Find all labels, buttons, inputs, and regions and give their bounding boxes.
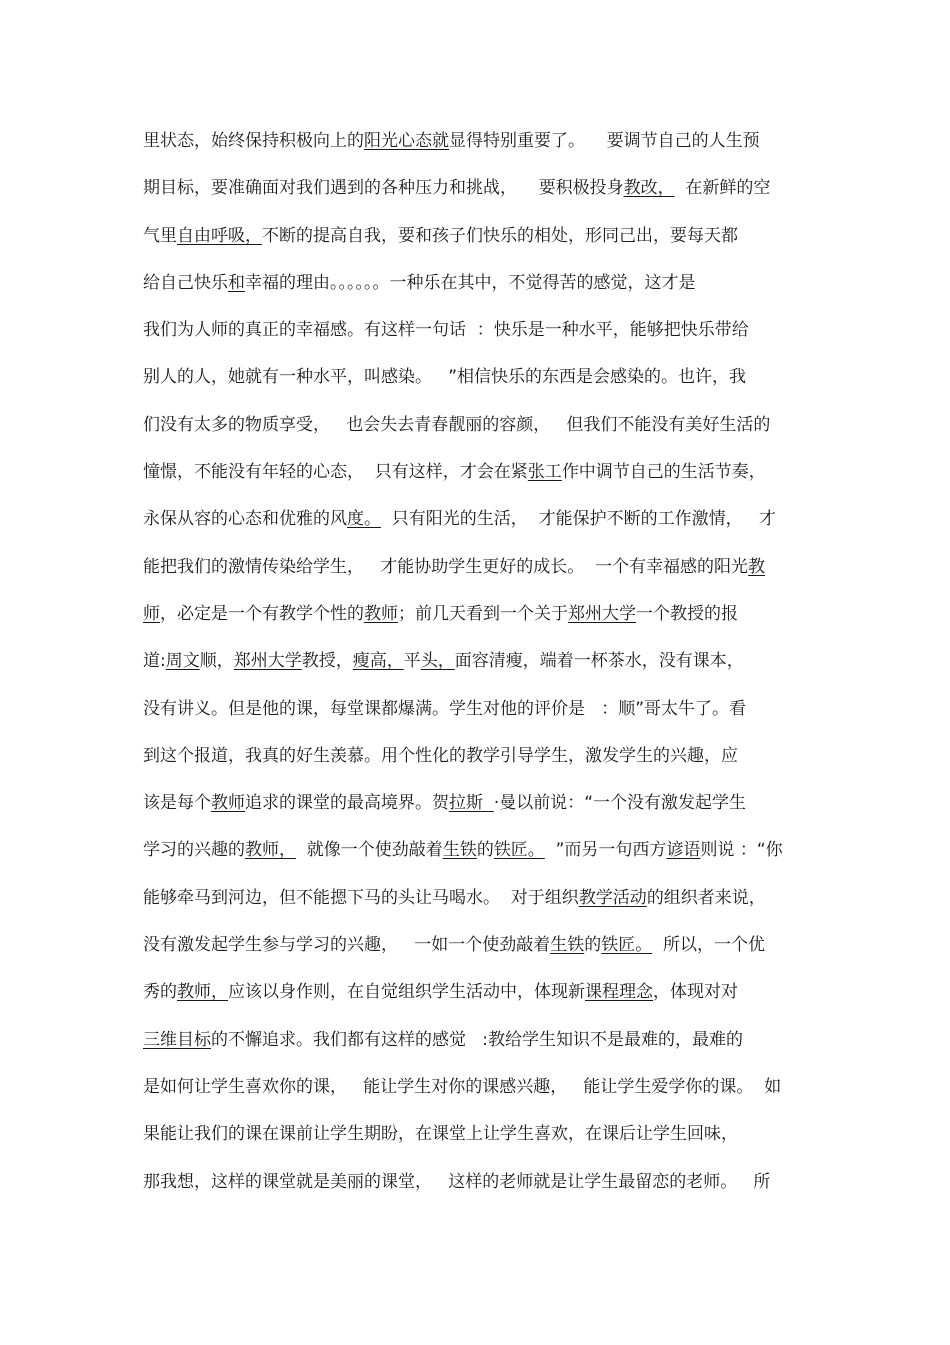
text-segment: 的组织者来说， [646, 887, 766, 908]
text-line [143, 307, 813, 354]
text-segment: 的 [476, 840, 494, 861]
text-segment: 们没有太多的物质享受， 也会失去青春靓丽的容颜， 但我们不能没有美好生活的 [143, 414, 771, 435]
text-segment: 学习的兴趣的 [143, 840, 245, 861]
text-segment: 平 [403, 651, 421, 672]
text-line [143, 827, 813, 874]
underlined-text: 阳光心态就 [364, 131, 449, 151]
underlined-text: 三维目标 [143, 1029, 211, 1050]
text-segment: 在新鲜的空 [674, 178, 771, 199]
underlined-text: 教师， [245, 840, 296, 861]
text-segment: 是如何让学生喜欢你的课， 能让学生对你的课感兴趣， 能让学生爱学你的课。 如 [143, 1076, 782, 1097]
text-line [143, 402, 813, 449]
underlined-text: 郑州大学 [233, 651, 302, 672]
text-line [143, 638, 813, 685]
underlined-text: 教师 [364, 603, 398, 624]
underlined-text: 瘦高， [352, 651, 404, 672]
text-segment: 别人的人，她就有一种水平，叫感染。 ”相信快乐的东西是会感染的。也许，我 [143, 367, 747, 388]
underlined-text: 拉斯 [449, 793, 494, 814]
text-line [143, 260, 813, 307]
underlined-text: 周文 [165, 651, 200, 672]
text-segment: 不断的提高自我，要和孩子们快乐的相处，形同己出，要每天都 [262, 225, 738, 246]
underlined-text: 生铁 [550, 935, 585, 956]
text-segment: 则说 ：“你 [700, 840, 783, 861]
text-segment: 就像一个使劲敲着 [296, 840, 443, 861]
text-segment: 没有讲义。但是他的课，每堂课都爆满。学生对他的评价是 ：顺”哥太牛了。看 [143, 698, 747, 719]
text-segment: 永保从容的心态和优雅的风 [143, 509, 347, 530]
text-segment: ；前几天看到一个关于 [398, 603, 568, 624]
underlined-text: 头， [420, 651, 455, 672]
underlined-text: 度。 [347, 509, 381, 530]
text-segment: ·曼以前说：“一个没有激发起学生 [493, 793, 747, 814]
underlined-text: 教师， [177, 982, 228, 1003]
text-segment: 里状态，始终保持积极向上的 [143, 131, 364, 151]
text-segment: 秀的 [143, 982, 177, 1003]
text-line [143, 213, 813, 260]
underlined-text: 生铁 [442, 840, 477, 861]
underlined-text: 教 [748, 556, 766, 577]
text-line [143, 165, 813, 212]
text-segment: ，必定是一个有教学个性的 [160, 603, 364, 624]
text-line [143, 686, 813, 733]
underlined-text: 和 [228, 272, 245, 293]
text-segment: 一个教授的报 [636, 603, 738, 624]
underlined-text: 教改， [623, 178, 675, 199]
text-segment: 气里 [143, 225, 177, 246]
body-text [143, 118, 813, 1206]
text-segment: 该是每个 [143, 793, 211, 814]
text-segment: 那我想，这样的课堂就是美丽的课堂， 这样的老师就是让学生最留恋的老师。 所 [143, 1171, 771, 1192]
text-segment: 顺， [199, 651, 234, 672]
text-line [143, 1111, 813, 1158]
text-segment: 面容清瘦，端着一杯茶水，没有课本， [454, 651, 744, 672]
text-segment: 显得特别重要了。 要调节自己的人生预 [449, 131, 760, 151]
underlined-text: 郑州大学 [568, 603, 636, 624]
text-segment: 追求的课堂的最高境界。贺 [245, 793, 449, 814]
text-segment: 只有阳光的生活， 才能保护不断的工作激情， 才 [381, 509, 776, 530]
text-line [143, 1064, 813, 1111]
underlined-text: 课程理念 [585, 982, 653, 1003]
text-segment: 幸福的理由。。。。。。一种乐在其中，不觉得苦的感觉，这才是 [245, 272, 696, 293]
underlined-text: 师 [143, 603, 160, 624]
text-line [143, 733, 813, 780]
text-line [143, 449, 813, 496]
underlined-text: 铁匠。 [493, 840, 545, 861]
underlined-text: 张工 [527, 462, 562, 483]
text-segment: 能够牵马到河边，但不能摁下马的头让马喝水。 对于组织 [143, 887, 579, 908]
text-segment: 给自己快乐 [143, 272, 228, 293]
underlined-text: 教学活动 [578, 887, 647, 908]
underlined-text: 谚语 [666, 840, 701, 861]
text-line [143, 496, 813, 543]
text-line [143, 922, 813, 969]
text-line [143, 1159, 813, 1206]
text-line [143, 780, 813, 827]
text-segment: 作中调节自己的生活节奏， [561, 462, 766, 483]
text-line [143, 544, 813, 591]
text-segment: 教授， [301, 651, 353, 672]
text-segment: 所以，一个优 [652, 935, 766, 956]
text-line [143, 118, 813, 165]
underlined-text: 教师 [211, 793, 245, 814]
text-segment: ，体现对对 [653, 982, 738, 1003]
text-line [143, 875, 813, 922]
text-segment: 憧憬，不能没有年轻的心态， 只有这样，才会在紧 [143, 462, 528, 483]
text-line [143, 969, 813, 1016]
text-segment: 没有激发起学生参与学习的兴趣， 一如一个使劲敲着 [143, 935, 551, 956]
text-line [143, 354, 813, 401]
underlined-text: 自由呼吸， [177, 225, 262, 246]
text-line [143, 1017, 813, 1064]
text-segment: 的 [584, 935, 602, 956]
text-segment: 果能让我们的课在课前让学生期盼，在课堂上让学生喜欢，在课后让学生回味， [143, 1124, 738, 1145]
text-segment: 道: [143, 651, 166, 672]
text-line [143, 591, 813, 638]
text-segment: 期目标，要准确面对我们遇到的各种压力和挑战， 要积极投身 [143, 178, 624, 199]
text-segment: ”而另一句西方 [544, 840, 667, 861]
text-segment: 的不懈追求。我们都有这样的感觉 :教给学生知识不是最难的，最难的 [211, 1029, 743, 1050]
text-segment: 我们为人师的真正的幸福感。有这样一句话 ：快乐是一种水平，能够把快乐带给 [143, 320, 749, 341]
text-segment: 应该以身作则，在自觉组织学生活动中，体现新 [228, 982, 585, 1003]
underlined-text: 铁匠。 [601, 935, 653, 956]
text-segment: 能把我们的激情传染给学生， 才能协助学生更好的成长。 一个有幸福感的阳光 [143, 556, 749, 577]
text-segment: 到这个报道，我真的好生羡慕。用个性化的教学引导学生，激发学生的兴趣，应 [143, 745, 738, 766]
